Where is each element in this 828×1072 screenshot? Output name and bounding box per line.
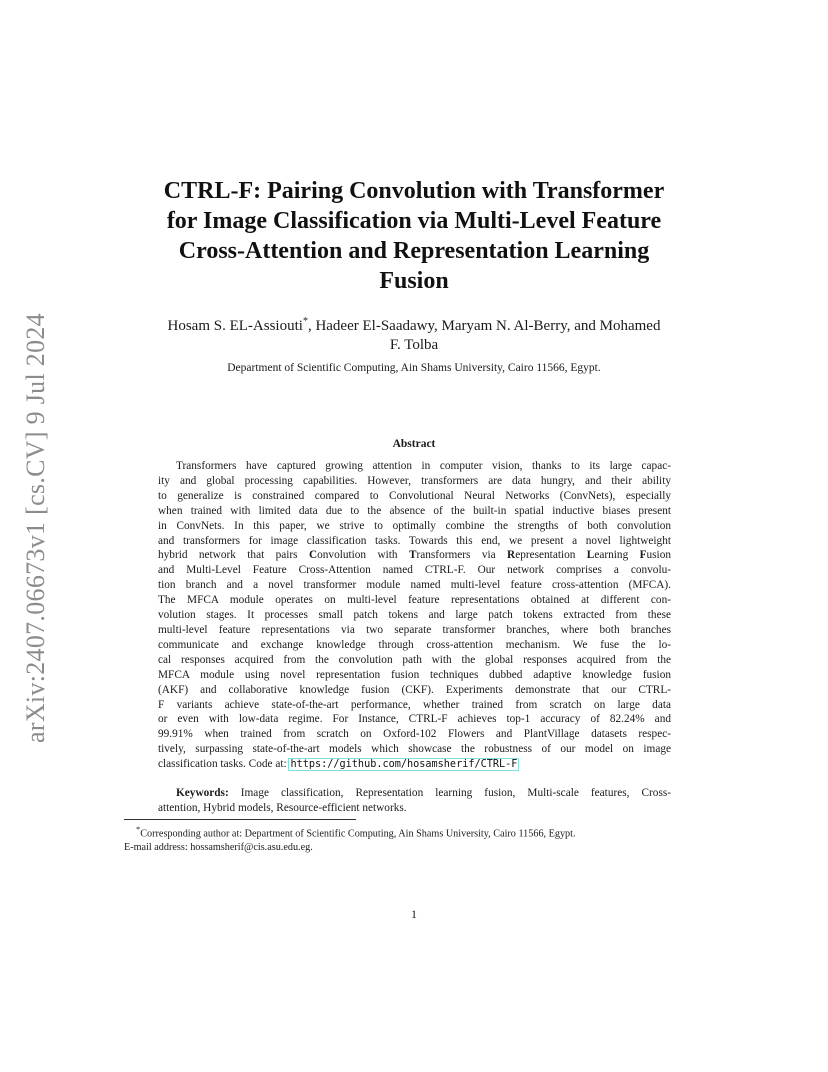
code-repository-link[interactable]: https://github.com/hosamsherif/CTRL-F (290, 759, 518, 771)
paper-title (124, 176, 704, 296)
keywords (158, 786, 671, 816)
abstract-heading: Abstract (392, 438, 436, 450)
abstract-line: when trained with limited data due to the absence of the built-in spatial inductive biases present (158, 504, 671, 517)
title-line: Fusion (379, 268, 449, 294)
abstract-line: and Multi-Level Feature Cross-Attention named CTRL-F. Our network comprises a convolu- (158, 564, 671, 577)
footnote-divider (124, 819, 356, 820)
arxiv-identifier-stamp: arXiv:2407.06673v1 [cs.CV] 9 Jul 2024 (21, 313, 50, 743)
title-line: CTRL-F: Pairing Convolution with Transformer (163, 178, 665, 204)
footnote-line: *Corresponding author at: Department of Scientific Computing, Ain Shams University, Cairo 11566, Egypt. (136, 824, 576, 840)
abstract-line: communicate and exchange knowledge through cross-attention mechanism. We fuse the lo- (158, 638, 671, 651)
abstract-line: cal responses acquired from the convolution path with the global responses acquired from the (158, 653, 671, 666)
footnote-line: E-mail address: hossamsherif@cis.asu.edu.eg. (124, 842, 313, 854)
footnote (124, 822, 704, 855)
abstract-line: multi-level feature representations via two separate transformer branches, where both branches (158, 623, 671, 636)
abstract-line: to generalize is constrained compared to Convolutional Neural Networks (ConvNets), especially (158, 489, 671, 502)
abstract-line: or even with low-data regime. For Instance, CTRL-F achieves top-1 accuracy of 82.24% and (158, 713, 671, 726)
keywords-line: Keywords: Image classification, Representation learning fusion, Multi-scale features, Cross- (176, 787, 671, 799)
title-line: for Image Classification via Multi-Level Feature (166, 208, 662, 234)
abstract-line: volution stages. It processes small patch tokens and large patch tokens extracted from these (158, 609, 671, 622)
abstract-last-line: classification tasks. Code at: https://github.com/hosamsherif/CTRL-F (158, 758, 518, 771)
abstract-line: 99.91% when trained from scratch on Oxford-102 Flowers and PlantVillage datasets respec- (158, 728, 671, 741)
abstract-line: ity and global processing capabilities. However, transformers are data hungry, and their ability (158, 474, 671, 487)
abstract-line: Transformers have captured growing attention in computer vision, thanks to its large capac- (176, 460, 671, 472)
abstract-line: (AKF) and collaborative knowledge fusion (CKF). Experiments demonstrate that our CTRL- (158, 683, 671, 696)
title-line: Cross-Attention and Representation Learning (178, 238, 650, 264)
abstract-line-acronym: hybrid network that pairs Convolution with Transformers via Representation Learning Fusion (158, 549, 671, 562)
abstract-line: tion branch and a novel transformer module named multi-level feature cross-attention (MFCA). (158, 579, 671, 592)
co-authors: , Hadeer El-Saadawy, Maryam N. Al-Berry, and Mohamed (307, 318, 661, 334)
abstract-line: The MFCA module operates on multi-level feature representations obtained at different con- (158, 594, 671, 607)
abstract-body (158, 459, 671, 773)
page-number: 1 (411, 907, 417, 921)
keywords-line: attention, Hybrid models, Resource-efficient networks. (158, 802, 407, 814)
footnote-mark: * (136, 824, 141, 834)
abstract-line: MFCA module using novel representation fusion techniques dubbed adaptive knowledge fusion (158, 668, 671, 681)
keywords-label: Keywords: (176, 787, 229, 799)
abstract-line: tively, surpassing state-of-the-art models which showcase the robustness of our model on image (158, 743, 671, 756)
abstract-line: in ConvNets. In this paper, we strive to optimally combine the strengths of both convolution (158, 519, 671, 532)
author-list (124, 312, 704, 355)
corresponding-author-mark: * (302, 316, 308, 327)
abstract-line: F variants achieve state-of-the-art performance, whether trained from scratch on large data (158, 698, 671, 711)
author-line: F. Tolba (389, 337, 439, 353)
author-line (124, 312, 704, 336)
affiliation: Department of Scientific Computing, Ain Shams University, Cairo 11566, Egypt. (227, 362, 601, 374)
abstract-line: and transformers for image classification tasks. Towards this end, we present a novel lightweight (158, 534, 671, 547)
first-author: Hosam S. EL-Assiouti (167, 318, 303, 334)
